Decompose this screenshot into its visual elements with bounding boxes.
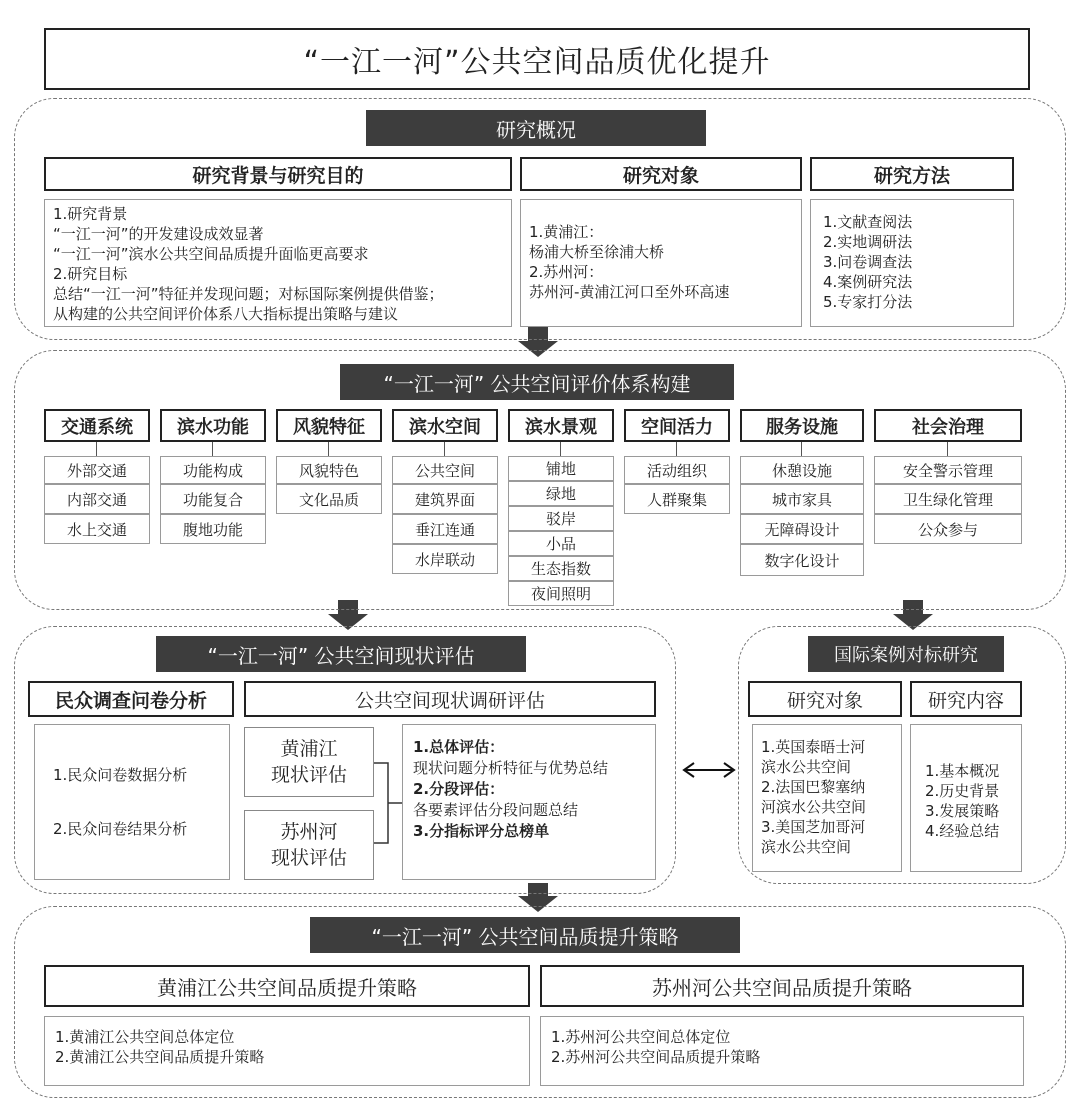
category-facilities: 服务设施 bbox=[740, 409, 864, 442]
connector-line bbox=[560, 442, 561, 456]
methods-box bbox=[810, 199, 1014, 327]
indicator-item: 风貌特色 bbox=[276, 456, 382, 484]
huangpu-status-line: 现状评估 bbox=[270, 764, 347, 786]
intl-object-line: 滨水公共空间 bbox=[761, 758, 852, 776]
intl-object-line: 1.英国泰晤士河 bbox=[761, 738, 866, 756]
detail-line: 现状问题分析特征与优势总结 bbox=[413, 759, 609, 777]
indicator-item: 建筑界面 bbox=[392, 484, 498, 514]
background-box bbox=[44, 199, 512, 327]
indicator-item: 安全警示管理 bbox=[874, 456, 1022, 484]
background-line: “一江一河”的开发建设成效显著 bbox=[53, 225, 264, 243]
intl-content-line: 4.经验总结 bbox=[925, 822, 1000, 840]
detail-line: 1.总体评估： bbox=[413, 738, 505, 756]
huangpu-strategy-title: 黄浦江公共空间品质提升策略 bbox=[44, 965, 530, 1007]
intl-object-line: 河滨水公共空间 bbox=[761, 798, 867, 816]
objects-line: 1.黄浦江： bbox=[529, 223, 604, 241]
indicator-item: 腹地功能 bbox=[160, 514, 266, 544]
suzhou-status-box bbox=[244, 810, 374, 880]
suzhou-status-line: 苏州河 bbox=[280, 821, 338, 843]
objects-box bbox=[520, 199, 802, 327]
indicator-item: 铺地 bbox=[508, 456, 614, 481]
huangpu-status-line: 黄浦江 bbox=[280, 738, 338, 760]
indicator-item: 绿地 bbox=[508, 481, 614, 506]
background-line: 2.研究目标 bbox=[53, 265, 128, 283]
detail-line: 各要素评估分段问题总结 bbox=[413, 801, 579, 819]
indicator-item: 无障碍设计 bbox=[740, 514, 864, 544]
intl-content-title: 研究内容 bbox=[910, 681, 1022, 717]
indicator-item: 小品 bbox=[508, 531, 614, 556]
connector-line bbox=[328, 442, 329, 456]
research-detail-box bbox=[402, 724, 656, 880]
methods-line: 5.专家打分法 bbox=[823, 293, 913, 311]
research-title: 公共空间现状调研评估 bbox=[244, 681, 656, 717]
connector-line bbox=[212, 442, 213, 456]
huangpu-strategy-line: 2.黄浦江公共空间品质提升策略 bbox=[55, 1048, 265, 1066]
background-line: 1.研究背景 bbox=[53, 205, 128, 223]
indicator-item: 垂江连通 bbox=[392, 514, 498, 544]
connector-line bbox=[444, 442, 445, 456]
intl-content-line: 1.基本概况 bbox=[925, 762, 1000, 780]
indicator-item: 公众参与 bbox=[874, 514, 1022, 544]
intl-object-line: 滨水公共空间 bbox=[761, 838, 852, 856]
indicator-item: 活动组织 bbox=[624, 456, 730, 484]
indicator-item: 公共空间 bbox=[392, 456, 498, 484]
background-line: 总结“一江一河”特征并发现问题；对标国际案例提供借鉴； bbox=[53, 285, 444, 303]
background-line: “一江一河”滨水公共空间品质提升面临更高要求 bbox=[53, 245, 369, 263]
category-landscape: 滨水景观 bbox=[508, 409, 614, 442]
huangpu-status-box bbox=[244, 727, 374, 797]
suzhou-strategy-box bbox=[540, 1016, 1024, 1086]
objects-line: 苏州河-黄浦江河口至外环高速 bbox=[529, 283, 730, 301]
indicator-item: 功能复合 bbox=[160, 484, 266, 514]
intl-objects-box bbox=[752, 724, 902, 872]
overview-header: 研究概况 bbox=[366, 110, 706, 146]
connector-line bbox=[801, 442, 802, 456]
methods-line: 4.案例研究法 bbox=[823, 273, 913, 291]
connector-line bbox=[96, 442, 97, 456]
indicator-item: 文化品质 bbox=[276, 484, 382, 514]
category-vitality: 空间活力 bbox=[624, 409, 730, 442]
suzhou-strategy-line: 1.苏州河公共空间总体定位 bbox=[551, 1028, 731, 1046]
indicator-item: 人群聚集 bbox=[624, 484, 730, 514]
intl-object-line: 2.法国巴黎塞纳 bbox=[761, 778, 866, 796]
intl-object-line: 3.美国芝加哥河 bbox=[761, 818, 866, 836]
double-arrow-icon bbox=[684, 763, 734, 777]
indicator-item: 卫生绿化管理 bbox=[874, 484, 1022, 514]
huangpu-strategy-box bbox=[44, 1016, 530, 1086]
suzhou-strategy-title: 苏州河公共空间品质提升策略 bbox=[540, 965, 1024, 1007]
detail-line: 2.分段评估： bbox=[413, 780, 505, 798]
methods-line: 3.问卷调查法 bbox=[823, 253, 913, 271]
background-title: 研究背景与研究目的 bbox=[44, 157, 512, 191]
methods-line: 1.文献查阅法 bbox=[823, 213, 913, 231]
indicator-item: 夜间照明 bbox=[508, 581, 614, 606]
evaluation-header: “一江一河” 公共空间评价体系构建 bbox=[340, 364, 734, 400]
diagram-title: “一江一河”公共空间品质优化提升 bbox=[44, 28, 1030, 90]
huangpu-strategy-line: 1.黄浦江公共空间总体定位 bbox=[55, 1028, 235, 1046]
survey-box bbox=[34, 724, 230, 880]
category-transport: 交通系统 bbox=[44, 409, 150, 442]
intl-objects-title: 研究对象 bbox=[748, 681, 902, 717]
suzhou-status-line: 现状评估 bbox=[270, 847, 347, 869]
indicator-item: 生态指数 bbox=[508, 556, 614, 581]
background-line: 从构建的公共空间评价体系八大指标提出策略与建议 bbox=[53, 305, 399, 323]
intl-content-line: 3.发展策略 bbox=[925, 802, 1000, 820]
category-governance: 社会治理 bbox=[874, 409, 1022, 442]
indicator-item: 城市家具 bbox=[740, 484, 864, 514]
category-function: 滨水功能 bbox=[160, 409, 266, 442]
intl-content-line: 2.历史背景 bbox=[925, 782, 1000, 800]
strategy-header: “一江一河” 公共空间品质提升策略 bbox=[310, 917, 740, 953]
intl-header: 国际案例对标研究 bbox=[808, 636, 1004, 672]
category-style: 风貌特征 bbox=[276, 409, 382, 442]
status-header: “一江一河” 公共空间现状评估 bbox=[156, 636, 526, 672]
intl-content-box bbox=[910, 724, 1022, 872]
category-space: 滨水空间 bbox=[392, 409, 498, 442]
objects-title: 研究对象 bbox=[520, 157, 802, 191]
methods-line: 2.实地调研法 bbox=[823, 233, 913, 251]
indicator-item: 驳岸 bbox=[508, 506, 614, 531]
objects-line: 2.苏州河： bbox=[529, 263, 604, 281]
survey-item: 2.民众问卷结果分析 bbox=[53, 820, 188, 838]
indicator-item: 休憩设施 bbox=[740, 456, 864, 484]
indicator-item: 水上交通 bbox=[44, 514, 150, 544]
survey-title: 民众调查问卷分析 bbox=[28, 681, 234, 717]
methods-title: 研究方法 bbox=[810, 157, 1014, 191]
connector-line bbox=[676, 442, 677, 456]
indicator-item: 内部交通 bbox=[44, 484, 150, 514]
indicator-item: 数字化设计 bbox=[740, 544, 864, 576]
detail-line: 3.分指标评分总榜单 bbox=[413, 822, 550, 840]
indicator-item: 外部交通 bbox=[44, 456, 150, 484]
objects-line: 杨浦大桥至徐浦大桥 bbox=[529, 243, 665, 261]
indicator-item: 水岸联动 bbox=[392, 544, 498, 574]
connector-line bbox=[947, 442, 948, 456]
indicator-item: 功能构成 bbox=[160, 456, 266, 484]
survey-item: 1.民众问卷数据分析 bbox=[53, 766, 188, 784]
suzhou-strategy-line: 2.苏州河公共空间品质提升策略 bbox=[551, 1048, 761, 1066]
